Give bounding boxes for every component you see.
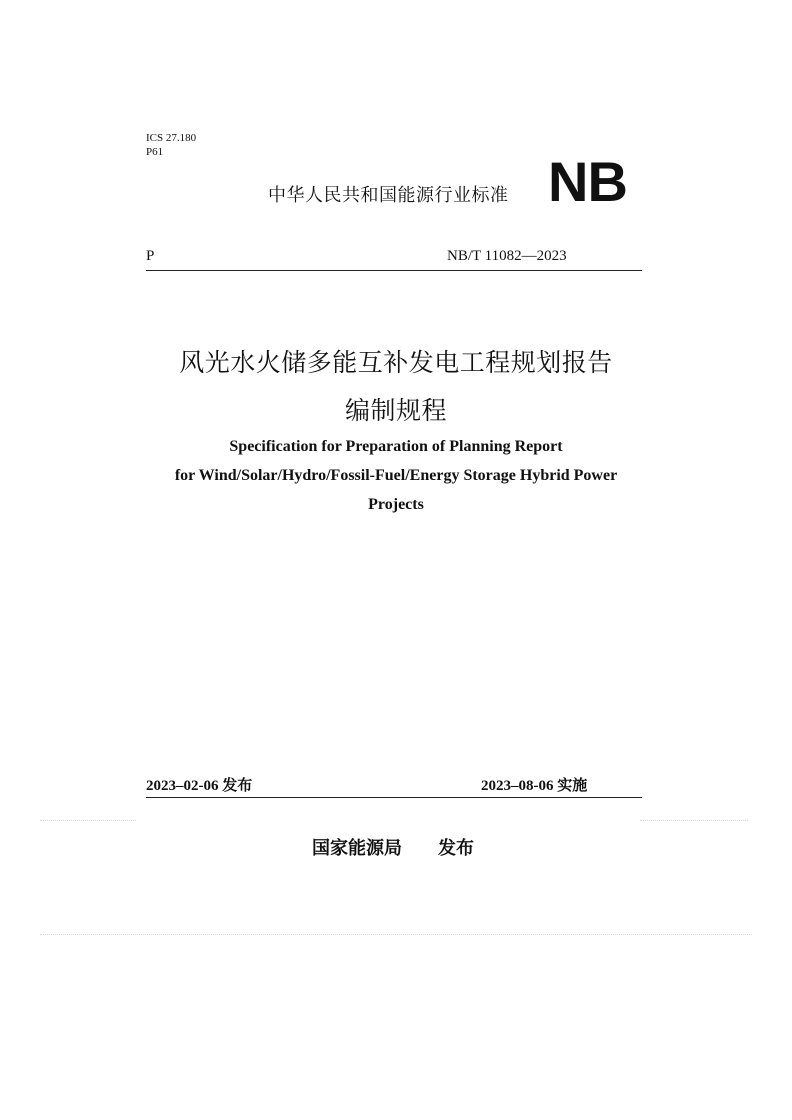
dotted-guide-right	[640, 820, 748, 821]
issue-date: 2023–02-06 发布	[146, 778, 253, 794]
standard-number: NB/T 11082—2023	[447, 248, 567, 264]
title-cn-line-1: 风光水火储多能互补发电工程规划报告	[179, 348, 613, 377]
ics-code: ICS 27.180	[146, 132, 197, 144]
title-en-line-1: Specification for Preparation of Planning Report	[229, 438, 563, 455]
issuer-name: 国家能源局	[312, 838, 402, 859]
dotted-guide-bottom	[40, 934, 752, 935]
title-en-line-2: for Wind/Solar/Hydro/Fossil-Fuel/Energy Storage Hybrid Power	[174, 467, 618, 484]
standard-organization: 中华人民共和国能源行业标准	[268, 185, 509, 206]
nb-logo: NB	[548, 150, 627, 213]
implementation-date: 2023–08-06 实施	[481, 778, 588, 794]
header-divider	[146, 270, 642, 271]
field-code: P	[146, 248, 155, 264]
ccs-code: P61	[146, 146, 164, 158]
dotted-guide-left	[40, 820, 136, 821]
title-en-line-3: Projects	[368, 496, 424, 513]
title-cn-line-2: 编制规程	[344, 396, 447, 425]
issuer-action: 发布	[438, 838, 474, 859]
date-divider	[146, 797, 642, 798]
